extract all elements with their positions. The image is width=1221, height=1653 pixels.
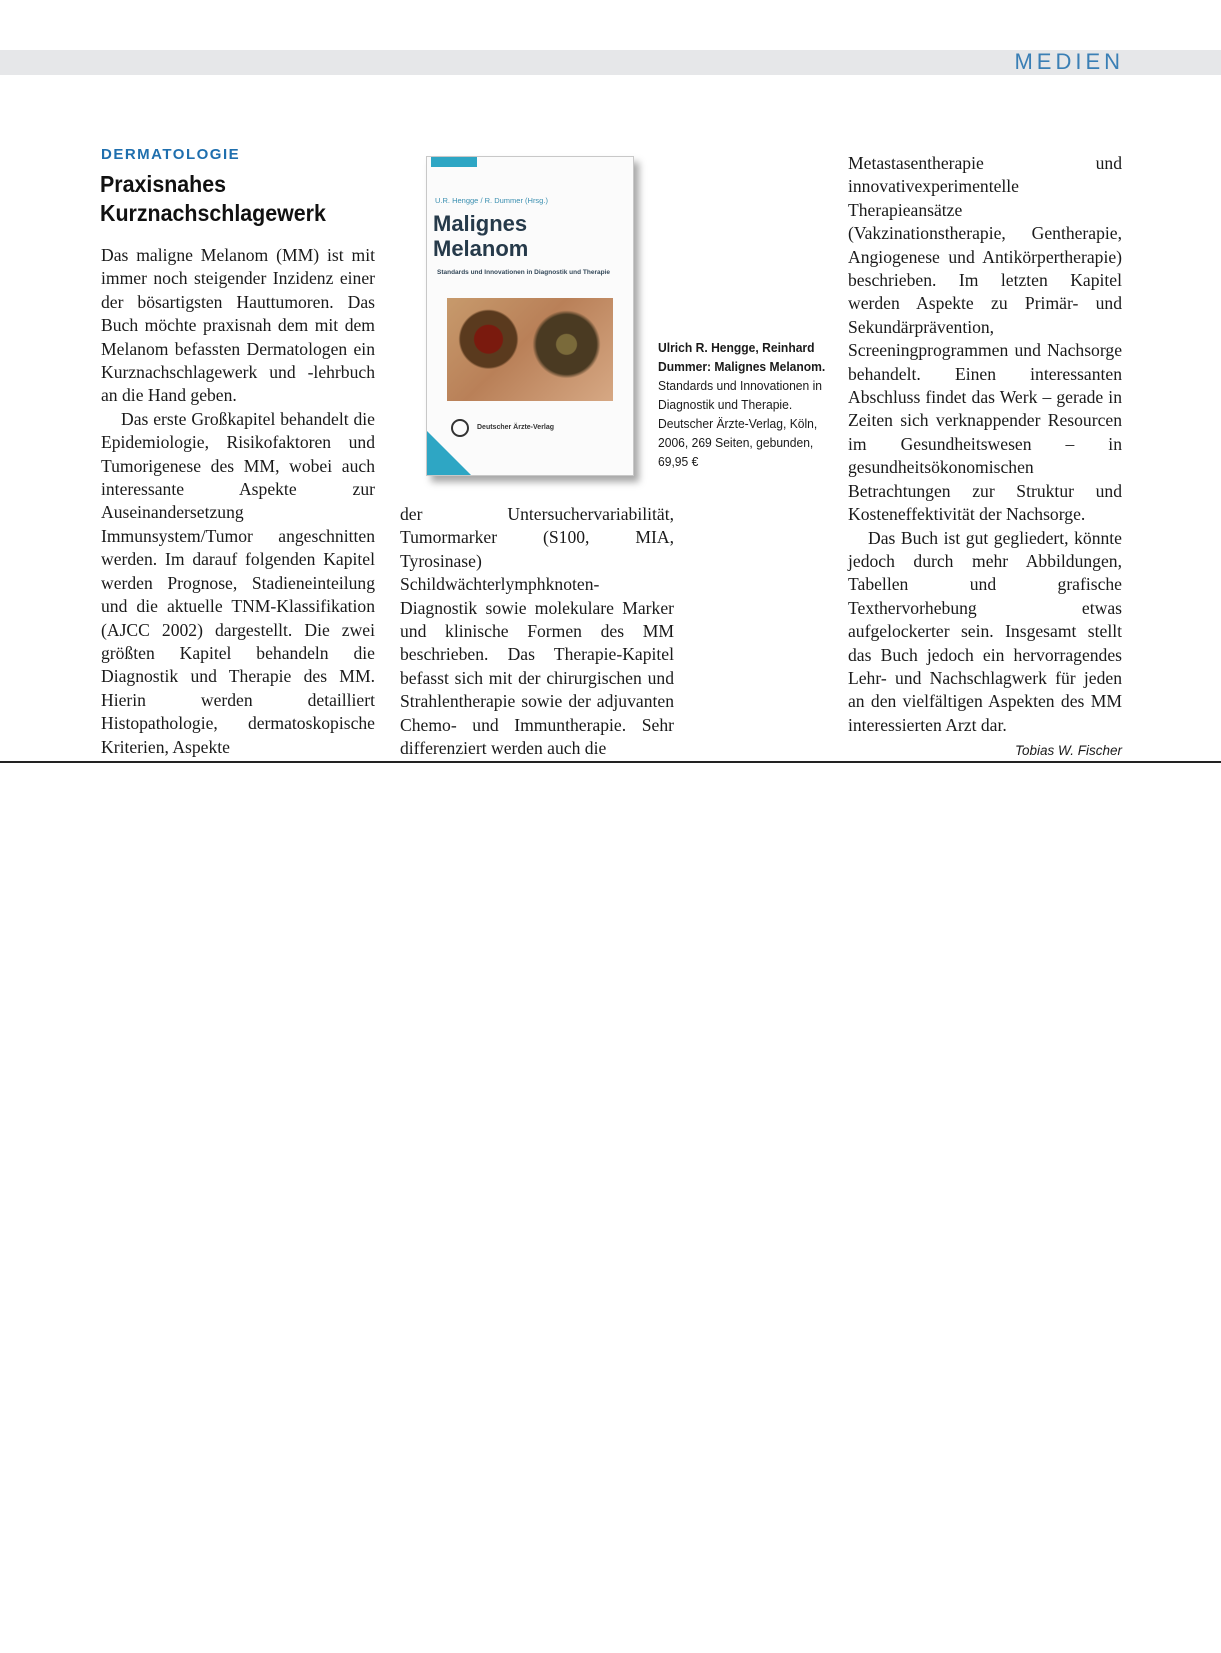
article-kicker: DERMATOLOGIE — [101, 146, 241, 163]
book-caption — [658, 338, 825, 471]
article-column-3 — [848, 152, 1122, 763]
book-cover-title: Malignes Melanom — [433, 211, 529, 261]
caption-details: Standards und Innovationen in Diagnostik und Therapie. Deutscher Ärzte-Verlag, Köln, 2006, 269 Seiten, gebunden, 69,95 € — [658, 378, 823, 469]
publisher-logo-icon — [451, 419, 469, 437]
paragraph: Das Buch ist gut gegliedert, könnte jedoch durch mehr Abbildungen, Tabellen und grafische Texthervorhebung etwas aufgelockerter sein. Insgesamt stellt das Buch jedoch ein hervorragendes Lehr- und Nachschlagwerk für jeden an den vielfältigen Aspekten des MM interessierten Arzt dar. — [848, 527, 1122, 735]
section-label: MEDIEN — [1014, 49, 1124, 74]
paragraph: der Untersuchervariabilität, Tumormarker (S100, MIA, Tyrosinase) Schildwächterlymphknoten-Diagnostik sowie molekulare Marker und klinische Formen des MM beschrieben. Das Therapie-Kapitel befasst sich mit der chirurgischen und Strahlentherapie sowie der adjuvanten Chemo- und Immuntherapie. Sehr differenziert werden auch die — [400, 504, 674, 759]
paragraph: Das maligne Melanom (MM) ist mit immer noch steigender Inzidenz einer der bösartigsten Hauttumoren. Das Buch möchte praxisnah dem mit dem Melanom befassten Dermatologen ein Kurznachschlagewerk und -lehrbuch an die Hand geben. — [101, 245, 375, 406]
paragraph: Metastasentherapie und innovativexperimentelle Therapieansätze (Vakzinationstherapie, Gentherapie, Angiogenese und Antikörpertherapie) beschrieben. Im letzten Kapitel werden Aspekte zu Primär- und Sekundärprävention, Screeningprogrammen und Nachsorge behandelt. Einen interessanten Abschluss findet das Werk – gerade in Zeiten sich verknappender Resourcen im Gesundheitswesen – in gesundheitsökonomischen Betrachtungen zur Struktur und Kosteneffektivität der Nachsorge. — [848, 153, 1122, 525]
article-column-1 — [101, 244, 375, 759]
book-cover-authors: U.R. Hengge / R. Dummer (Hrsg.) — [435, 196, 548, 205]
divider-rule — [0, 761, 1221, 763]
book-cover-photo — [447, 298, 613, 401]
paragraph: Das erste Großkapitel behandelt die Epidemiologie, Risikofaktoren und Tumorigenese des MM, wobei auch interessante Aspekte zur Auseinandersetzung Immunsystem/Tumor angeschnitten werden. Im darauf folgenden Kapitel werden Prognose, Stadieneinteilung und die aktuelle TNM-Klassifikation (AJCC 2002) dargestellt. Die zwei größten Kapitel behandeln die Diagnostik und Therapie des MM. Hierin werden detailliert Histopathologie, dermatoskopische Kriterien, Aspekte — [101, 408, 375, 757]
book-cover-subtitle: Standards und Innovationen in Diagnostik und Therapie — [437, 269, 610, 276]
book-cover-publisher: Deutscher Ärzte-Verlag — [477, 424, 555, 431]
book-cover-tab — [431, 157, 477, 167]
book-cover-image — [426, 156, 634, 476]
article-column-2 — [400, 503, 674, 760]
book-cover-corner — [427, 431, 471, 475]
article-headline: Praxisnahes Kurznachschlagewerk — [100, 171, 326, 226]
author-signature: Tobias W. Fischer — [1014, 743, 1122, 759]
caption-title: Ulrich R. Hengge, Reinhard Dummer: Malignes Melanom. — [658, 340, 826, 374]
